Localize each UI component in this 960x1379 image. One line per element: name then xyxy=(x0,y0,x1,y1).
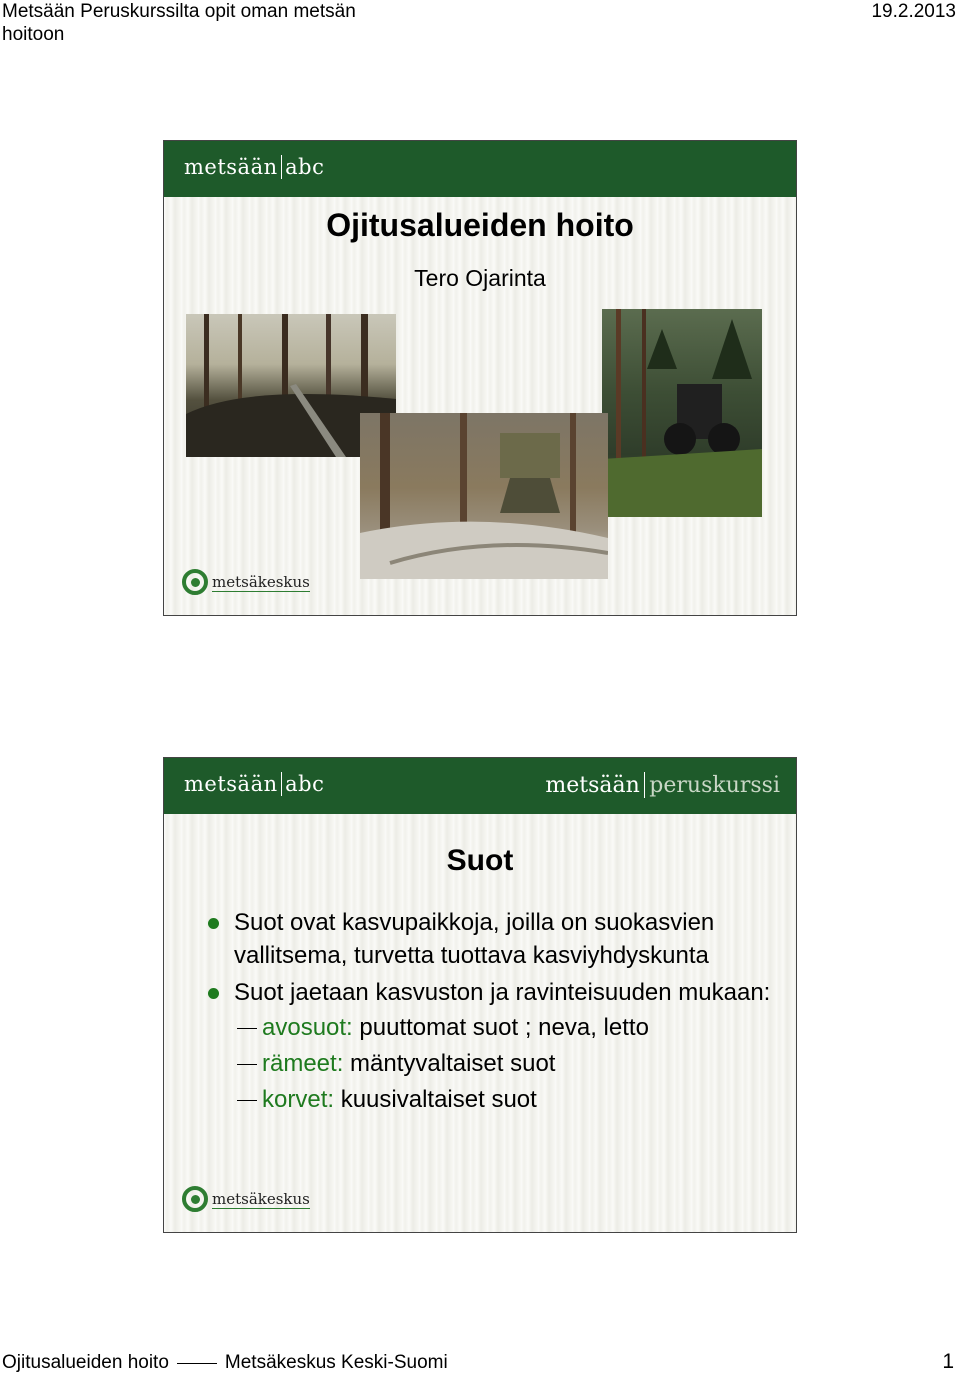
page-footer: Ojitusalueiden hoito Metsäkeskus Keski-Suomi xyxy=(2,1352,448,1373)
sub-item: avosuot: puuttomat suot ; neva, letto xyxy=(204,1011,784,1044)
bullet-item: Suot ovat kasvupaikkoja, joilla on suokasvien vallitsema, turvetta tuottava kasviyhdyskunta xyxy=(204,906,784,972)
sub-item: korvet: kuusivaltaiset suot xyxy=(204,1083,784,1116)
document-header-title xyxy=(2,0,356,46)
header-title-line1: Metsään Peruskurssilta opit oman metsän xyxy=(2,1,356,22)
metsakeskus-logo: metsäkeskus xyxy=(182,569,310,595)
slide-heading: Suot xyxy=(446,844,514,877)
bullet-item: Suot jaetaan kasvuston ja ravinteisuuden mukaan: xyxy=(204,976,784,1009)
metsakeskus-logo: metsäkeskus xyxy=(182,1186,310,1212)
slide-banner xyxy=(164,141,796,197)
forest-tractor-photo xyxy=(602,309,762,517)
sub-item: rämeet: mäntyvaltaiset suot xyxy=(204,1047,784,1080)
slide-author: Tero Ojarinta xyxy=(414,265,546,291)
slide-banner xyxy=(164,758,796,814)
page-number: 1 xyxy=(942,1350,954,1373)
slide-suot xyxy=(163,757,797,1233)
ditch-excavator-photo xyxy=(360,413,608,579)
slide-title-heading: Ojitusalueiden hoito xyxy=(326,207,634,243)
bullet-list xyxy=(204,906,784,1116)
metsaan-abc-logo: metsään abc xyxy=(184,155,325,179)
header-title-line2: hoitoon xyxy=(2,24,65,45)
slide-title xyxy=(163,140,797,616)
header-date: 19.2.2013 xyxy=(871,1,956,22)
metsaan-peruskurssi-logo: metsään peruskurssi xyxy=(545,772,780,798)
metsaan-abc-logo: metsään abc xyxy=(184,772,325,796)
